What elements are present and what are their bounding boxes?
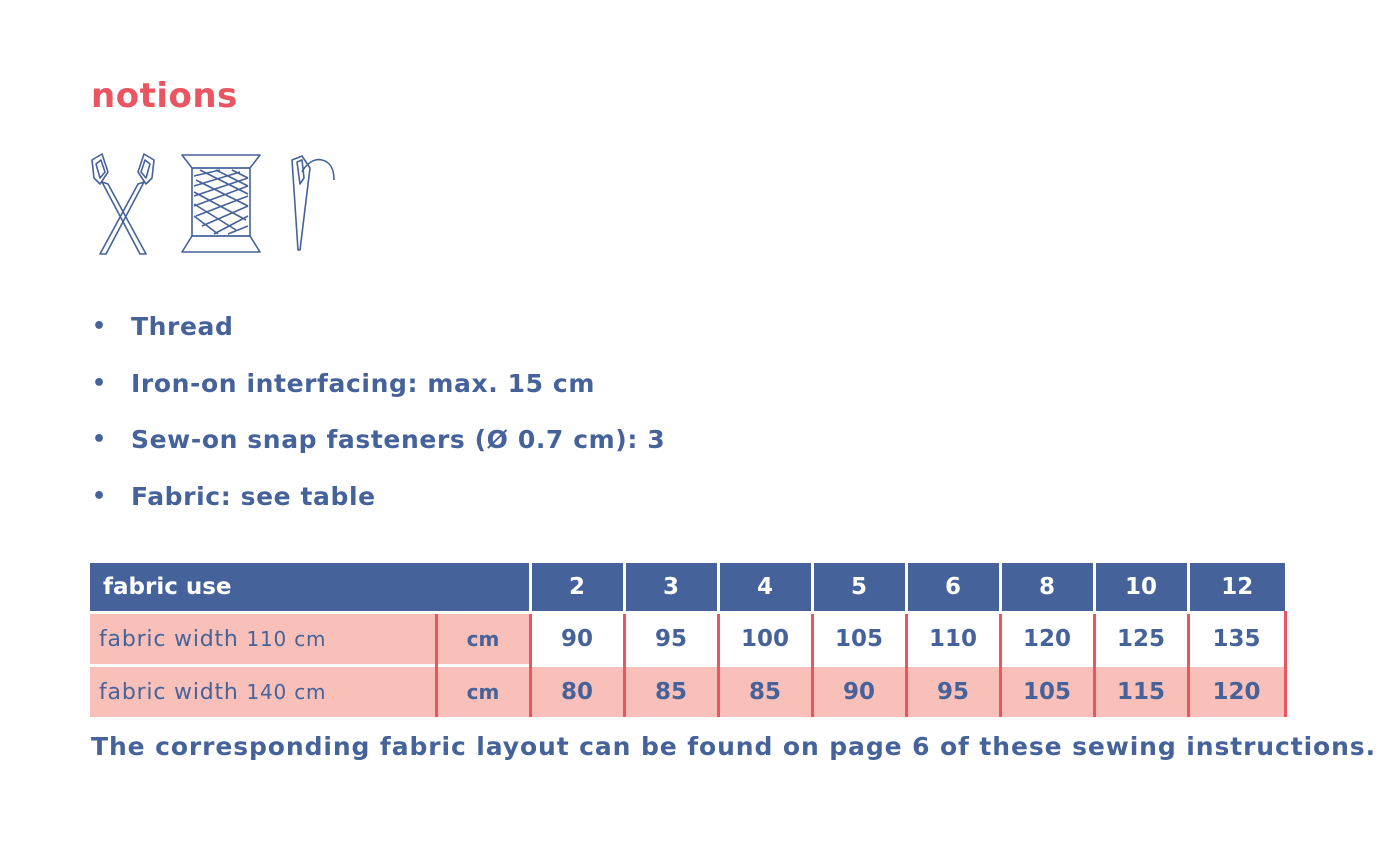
row-label — [90, 666, 436, 718]
list-item — [92, 306, 665, 363]
notions-list — [92, 306, 665, 532]
fabric-layout-note: The corresponding fabric layout can be found on page 6 of these sewing instructions. — [91, 732, 1376, 761]
row-unit: cm — [436, 666, 530, 718]
table-cell: 120 — [1188, 666, 1285, 718]
table-cell: 110 — [906, 613, 1000, 666]
table-cell: 85 — [624, 666, 718, 718]
thread-spool-icon — [180, 150, 262, 256]
table-cell: 90 — [530, 613, 624, 666]
scissors-icon — [88, 150, 158, 256]
list-item — [92, 363, 665, 420]
size-header: 6 — [906, 563, 1000, 613]
fabric-use-table — [90, 563, 1287, 717]
table-cell: 95 — [624, 613, 718, 666]
row-label-text: fabric width — [99, 679, 239, 705]
notion-text: Thread — [131, 312, 234, 341]
row-unit: cm — [436, 613, 530, 666]
table-cell: 105 — [1000, 666, 1094, 718]
list-item — [92, 419, 665, 476]
size-header: 5 — [812, 563, 906, 613]
bullet: • — [92, 314, 107, 339]
size-header: 3 — [624, 563, 718, 613]
table-header-row — [90, 563, 1285, 613]
table-cell: 115 — [1094, 666, 1188, 718]
table-row — [90, 613, 1285, 666]
bullet: • — [92, 370, 107, 396]
row-label — [90, 613, 436, 666]
size-header: 12 — [1188, 563, 1285, 613]
table-cell: 135 — [1188, 613, 1285, 666]
section-heading: notions — [91, 76, 238, 116]
size-header: 2 — [530, 563, 624, 613]
size-header: 4 — [718, 563, 812, 613]
bullet: • — [92, 483, 107, 509]
notion-text: Sew-on snap fasteners (Ø 0.7 cm): 3 — [131, 425, 666, 454]
row-width: 140 cm — [246, 679, 327, 704]
table-cell: 125 — [1094, 613, 1188, 666]
bullet: • — [92, 427, 107, 452]
table-cell: 105 — [812, 613, 906, 666]
table-cell: 95 — [906, 666, 1000, 718]
table-row — [90, 666, 1285, 718]
table-cell: 100 — [718, 613, 812, 666]
table-cell: 85 — [718, 666, 812, 718]
size-header: 8 — [1000, 563, 1094, 613]
table-cell: 90 — [812, 666, 906, 718]
size-header: 10 — [1094, 563, 1188, 613]
needle-icon — [284, 150, 340, 256]
row-label-text: fabric width — [99, 626, 239, 652]
table-cell: 80 — [530, 666, 624, 718]
list-item — [92, 476, 665, 533]
notion-text: Fabric: see table — [131, 481, 376, 511]
table-cell: 120 — [1000, 613, 1094, 666]
row-width: 110 cm — [246, 626, 327, 651]
notion-text: Iron-on interfacing: max. 15 cm — [131, 368, 595, 398]
table-header-label: fabric use — [90, 563, 530, 613]
